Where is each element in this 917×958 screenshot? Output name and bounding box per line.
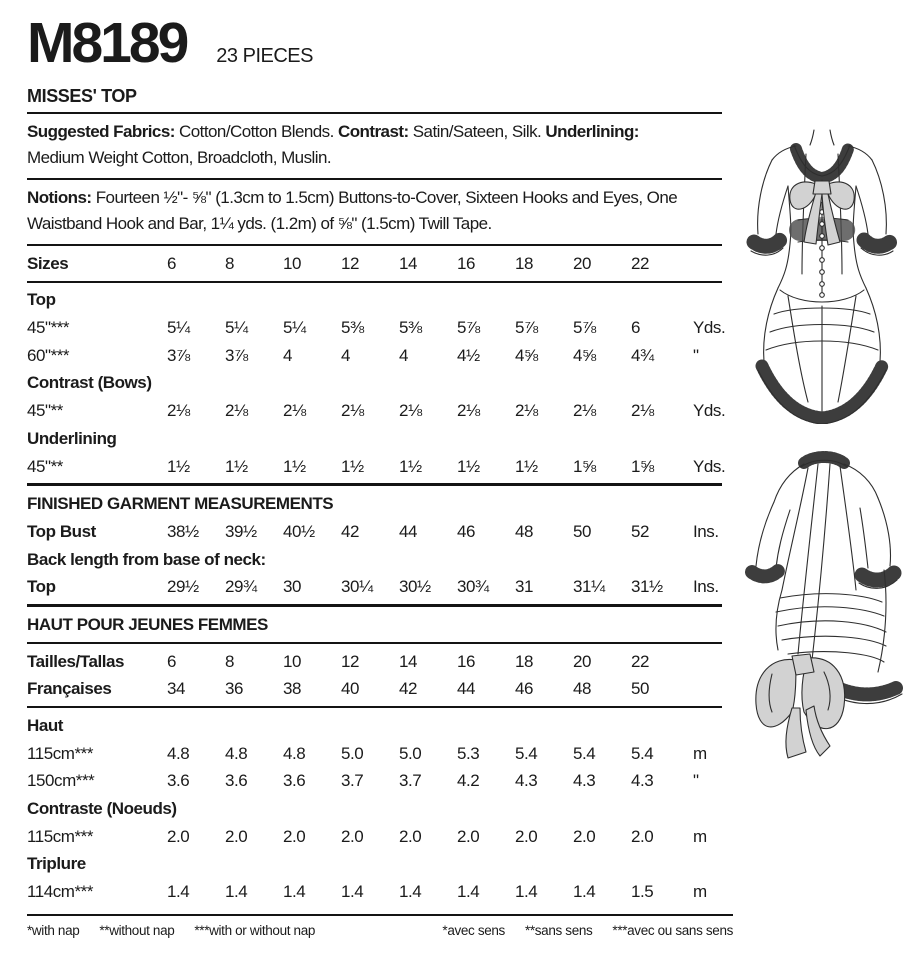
table-cell: 8 xyxy=(225,651,235,671)
row-label: HAUT POUR JEUNES FEMMES xyxy=(27,614,268,634)
text-line xyxy=(27,145,722,172)
sleeve-left xyxy=(756,502,774,566)
unit-cell: " xyxy=(693,771,699,791)
table-cell: 40½ xyxy=(283,521,315,541)
table-cell: 2.0 xyxy=(573,826,596,846)
table-data-row xyxy=(27,518,722,546)
table-cell: 4 xyxy=(341,345,351,365)
table-cell: 2⅛ xyxy=(341,401,364,421)
row-label: Top xyxy=(27,577,56,597)
table-cell: 5¼ xyxy=(283,318,306,338)
table-cell: 1½ xyxy=(225,456,248,476)
row-label: Sizes xyxy=(27,253,69,273)
table-cell: 34 xyxy=(167,679,186,699)
drape-line xyxy=(778,621,886,632)
sleeve-right xyxy=(878,498,891,566)
table-cell: 2.0 xyxy=(515,826,538,846)
table-section-row xyxy=(27,490,722,518)
table-cell: 6 xyxy=(631,318,641,338)
table-section-row xyxy=(27,712,722,740)
table-cell: 3.6 xyxy=(167,771,190,791)
cuff-ruffle-left xyxy=(754,240,780,246)
sleeve-right-inner xyxy=(860,508,868,568)
table-cell: 5.0 xyxy=(341,743,364,763)
unit-cell: Yds. xyxy=(693,318,726,338)
header xyxy=(27,11,722,75)
divider-rule xyxy=(27,112,722,114)
footnote-item: **sans sens xyxy=(524,923,593,938)
table-cell: 5⅞ xyxy=(457,318,480,338)
shoulder-right xyxy=(844,464,878,498)
table-data-row xyxy=(27,397,726,425)
table-cell: 18 xyxy=(515,651,534,671)
table-cell: 30½ xyxy=(399,577,431,597)
table-cell: 1.4 xyxy=(341,882,364,902)
unit-cell: m xyxy=(693,882,707,902)
row-label: Top xyxy=(27,290,56,310)
table-cell: 30¼ xyxy=(341,577,373,597)
table-data-row xyxy=(27,740,722,768)
table-cell: 5⅞ xyxy=(515,318,538,338)
table-cell: 1½ xyxy=(515,456,538,476)
row-label: 45"** xyxy=(27,401,63,421)
table-cell: 10 xyxy=(283,651,302,671)
row-label: 150cm*** xyxy=(27,771,95,791)
yardage-table xyxy=(27,250,726,906)
table-cell: 1⅝ xyxy=(573,456,596,476)
table-data-row xyxy=(27,675,722,703)
table-cell: 2⅛ xyxy=(167,401,190,421)
row-label: Haut xyxy=(27,716,63,735)
table-cell: 2.0 xyxy=(399,826,422,846)
neck-line xyxy=(810,130,814,145)
table-data-row xyxy=(27,342,722,370)
divider-rule xyxy=(27,483,722,486)
table-cell: 3.6 xyxy=(283,771,306,791)
table-cell: 5⅞ xyxy=(573,318,596,338)
row-label: Contrast (Bows) xyxy=(27,373,152,393)
table-cell: 31½ xyxy=(631,577,663,597)
cuff-ruffle-right xyxy=(864,240,890,246)
table-cell: 5⅜ xyxy=(341,318,364,338)
table-cell: 39½ xyxy=(225,521,257,541)
table-data-row xyxy=(27,250,722,278)
table-cell: 48 xyxy=(573,679,592,699)
table-cell: 3.6 xyxy=(225,771,248,791)
table-cell: 42 xyxy=(399,679,418,699)
table-cell: 5.4 xyxy=(631,743,654,763)
row-label: FINISHED GARMENT MEASUREMENTS xyxy=(27,494,334,514)
table-section-row xyxy=(27,851,722,879)
princess-seam-right xyxy=(840,466,856,590)
table-cell: 4.8 xyxy=(283,743,306,763)
unit-cell: Yds. xyxy=(693,401,726,421)
footnote-item: *with nap xyxy=(27,923,80,938)
text-segment: Cotton/Cotton Blends. xyxy=(179,121,338,141)
table-cell: 3⅞ xyxy=(225,345,248,365)
divider-rule xyxy=(27,604,722,607)
table-cell: 38 xyxy=(283,679,302,699)
divider-rule xyxy=(27,281,722,283)
table-section-row xyxy=(27,425,722,453)
unit-cell: " xyxy=(693,345,699,365)
footnotes xyxy=(27,914,733,938)
table-data-row xyxy=(27,453,726,481)
table-cell: 1.4 xyxy=(457,882,480,902)
pattern-number: M8189 xyxy=(27,11,187,75)
front-view-sketch xyxy=(744,124,904,424)
table-cell: 22 xyxy=(631,651,650,671)
table-cell: 4 xyxy=(283,345,293,365)
row-label: Tailles/Tallas xyxy=(27,651,125,671)
row-label: Top Bust xyxy=(27,521,96,541)
table-cell: 2⅛ xyxy=(573,401,596,421)
table-cell: 50 xyxy=(573,521,592,541)
table-cell: 50 xyxy=(631,679,650,699)
row-label: Underlining xyxy=(27,428,117,448)
table-cell: 1½ xyxy=(399,456,422,476)
table-cell: 2.0 xyxy=(225,826,248,846)
footnote-item: *avec sens xyxy=(442,923,505,938)
drape-line xyxy=(838,296,856,402)
drape-line xyxy=(776,607,884,616)
text-line xyxy=(27,119,722,146)
table-cell: 44 xyxy=(399,521,418,541)
text-segment: Medium Weight Cotton, Broadcloth, Muslin. xyxy=(27,148,332,168)
table-cell: 2⅛ xyxy=(399,401,422,421)
table-cell: 1.4 xyxy=(399,882,422,902)
bold-text-segment: Contrast: xyxy=(337,121,413,141)
footnote-item: ***with or without nap xyxy=(194,923,316,938)
unit-cell: m xyxy=(693,826,707,846)
suggested-fabrics-text xyxy=(27,118,722,173)
table-data-row xyxy=(27,648,722,676)
table-cell: 12 xyxy=(341,253,360,273)
row-label: 115cm*** xyxy=(27,826,94,846)
table-cell: 31¼ xyxy=(573,577,605,597)
table-cell: 2⅛ xyxy=(457,401,480,421)
table-cell: 2.0 xyxy=(283,826,306,846)
table-cell: 6 xyxy=(167,651,177,671)
table-cell: 16 xyxy=(457,651,476,671)
text-segment: Satin/Sateen, Silk. xyxy=(412,121,546,141)
pieces-count: 23 PIECES xyxy=(216,45,313,67)
table-cell: 14 xyxy=(399,651,418,671)
unit-cell: Yds. xyxy=(693,456,726,476)
table-cell: 4.3 xyxy=(631,771,654,791)
row-label: 45"** xyxy=(27,456,63,476)
notions-text xyxy=(27,184,722,239)
table-section-row xyxy=(27,370,722,398)
table-cell: 16 xyxy=(457,253,476,273)
bold-text-segment: Suggested Fabrics: xyxy=(27,121,180,141)
table-data-row xyxy=(27,314,726,342)
table-cell: 4.3 xyxy=(515,771,538,791)
table-cell: 29¾ xyxy=(225,577,257,597)
unit-cell: Ins. xyxy=(693,577,719,597)
table-cell: 1.4 xyxy=(283,882,306,902)
front-view-illustration xyxy=(744,124,904,424)
table-cell: 4.8 xyxy=(167,743,190,763)
row-label: 60"*** xyxy=(27,345,70,365)
table-cell: 30¾ xyxy=(457,577,489,597)
table-cell: 2⅛ xyxy=(225,401,248,421)
footnotes-french xyxy=(442,923,733,938)
table-cell: 5.4 xyxy=(515,743,538,763)
table-cell: 42 xyxy=(341,521,360,541)
skirt-right xyxy=(866,288,880,362)
cuff-ruffle-right xyxy=(862,573,894,580)
table-cell: 1½ xyxy=(341,456,364,476)
neck-line xyxy=(830,130,834,145)
table-cell: 12 xyxy=(341,651,360,671)
row-label: Triplure xyxy=(27,854,86,874)
text-segment: Waistband Hook and Bar, 1¼ yds. (1.2m) of ⅝" (1.5cm) Twill Tape. xyxy=(27,214,492,234)
table-data-row xyxy=(27,823,722,851)
table-cell: 1½ xyxy=(167,456,190,476)
table-cell: 1.4 xyxy=(167,882,190,902)
back-bow xyxy=(756,654,845,758)
table-cell: 22 xyxy=(631,253,650,273)
garment-title: MISSES' TOP xyxy=(27,85,137,106)
sleeve-right xyxy=(872,160,886,234)
sleeve-left xyxy=(758,160,772,234)
table-cell: 3.7 xyxy=(341,771,364,791)
drape-line xyxy=(780,594,882,602)
row-label: 114cm*** xyxy=(27,882,94,902)
table-cell: 5.4 xyxy=(573,743,596,763)
table-cell: 30 xyxy=(283,577,302,597)
table-cell: 52 xyxy=(631,521,650,541)
table-cell: 1.4 xyxy=(515,882,538,902)
table-cell: 10 xyxy=(283,253,302,273)
divider-rule xyxy=(27,706,722,708)
table-cell: 46 xyxy=(457,521,476,541)
row-label: Contraste (Noeuds) xyxy=(27,799,177,819)
divider-rule xyxy=(27,642,722,644)
table-section-row xyxy=(27,546,722,574)
drape-line xyxy=(782,636,886,646)
divider-rule xyxy=(27,178,722,180)
text-segment: Fourteen ½"- ⅝" (1.3cm to 1.5cm) Buttons-to-Cover, Sixteen Hooks and Eyes, One xyxy=(95,187,678,207)
table-cell: 1⅝ xyxy=(631,456,654,476)
table-cell: 3.7 xyxy=(399,771,422,791)
table-cell: 1.5 xyxy=(631,882,654,902)
table-cell: 2.0 xyxy=(167,826,190,846)
table-cell: 14 xyxy=(399,253,418,273)
table-section-row xyxy=(27,611,722,639)
table-cell: 3⅞ xyxy=(167,345,190,365)
table-cell: 4½ xyxy=(457,345,480,365)
table-cell: 44 xyxy=(457,679,476,699)
row-label: Back length from base of neck: xyxy=(27,549,266,569)
table-cell: 2.0 xyxy=(457,826,480,846)
table-data-row xyxy=(27,878,722,906)
table-data-row xyxy=(27,573,722,601)
table-cell: 2⅛ xyxy=(283,401,306,421)
princess-seam-left xyxy=(782,468,808,590)
text-line xyxy=(27,185,722,212)
table-cell: 48 xyxy=(515,521,534,541)
table-cell: 20 xyxy=(573,253,592,273)
footnote-item: ***avec ou sans sens xyxy=(612,923,733,938)
table-cell: 4.3 xyxy=(573,771,596,791)
sleeve-left-inner xyxy=(776,510,790,568)
text-column xyxy=(27,11,726,906)
table-section-row xyxy=(27,287,722,315)
table-cell: 4.2 xyxy=(457,771,480,791)
shoulder-left xyxy=(774,464,804,502)
drape-line xyxy=(788,296,808,402)
divider-rule xyxy=(27,244,722,246)
table-cell: 1½ xyxy=(457,456,480,476)
back-view-sketch xyxy=(732,450,912,770)
row-label: 115cm*** xyxy=(27,743,94,763)
cuff-ruffle-left xyxy=(752,571,778,576)
footnotes-english xyxy=(27,923,315,938)
row-label: Françaises xyxy=(27,679,112,699)
table-cell: 6 xyxy=(167,253,177,273)
bold-text-segment: Underlining: xyxy=(545,121,639,141)
table-cell: 4⅝ xyxy=(515,345,538,365)
table-cell: 2.0 xyxy=(341,826,364,846)
table-cell: 4⅝ xyxy=(573,345,596,365)
unit-cell: Ins. xyxy=(693,521,719,541)
table-cell: 5⅜ xyxy=(399,318,422,338)
table-cell: 1½ xyxy=(283,456,306,476)
table-cell: 8 xyxy=(225,253,235,273)
table-cell: 46 xyxy=(515,679,534,699)
table-cell: 40 xyxy=(341,679,360,699)
table-cell: 4¾ xyxy=(631,345,654,365)
table-cell: 4.8 xyxy=(225,743,248,763)
table-cell: 29½ xyxy=(167,577,199,597)
table-cell: 1.4 xyxy=(225,882,248,902)
table-cell: 1.4 xyxy=(573,882,596,902)
table-cell: 2⅛ xyxy=(515,401,538,421)
unit-cell: m xyxy=(693,743,707,763)
table-cell: 5¼ xyxy=(167,318,190,338)
table-cell: 5.3 xyxy=(457,743,480,763)
table-cell: 2⅛ xyxy=(631,401,654,421)
table-cell: 5.0 xyxy=(399,743,422,763)
table-cell: 20 xyxy=(573,651,592,671)
row-label: 45"*** xyxy=(27,318,70,338)
table-cell: 2.0 xyxy=(631,826,654,846)
sleeve-left-inner xyxy=(776,186,788,234)
table-cell: 4 xyxy=(399,345,409,365)
skirt-left xyxy=(764,288,778,362)
table-data-row xyxy=(27,768,722,796)
table-cell: 18 xyxy=(515,253,534,273)
back-view-illustration xyxy=(732,450,912,770)
table-cell: 31 xyxy=(515,577,534,597)
hip-edge-left xyxy=(776,590,782,650)
table-cell: 36 xyxy=(225,679,244,699)
text-line xyxy=(27,211,722,238)
table-section-row xyxy=(27,795,722,823)
footnote-item: **without nap xyxy=(99,923,175,938)
table-cell: 38½ xyxy=(167,521,199,541)
back-sash xyxy=(798,464,818,654)
bold-text-segment: Notions: xyxy=(27,187,96,207)
sleeve-right-inner xyxy=(856,186,868,234)
table-cell: 5¼ xyxy=(225,318,248,338)
